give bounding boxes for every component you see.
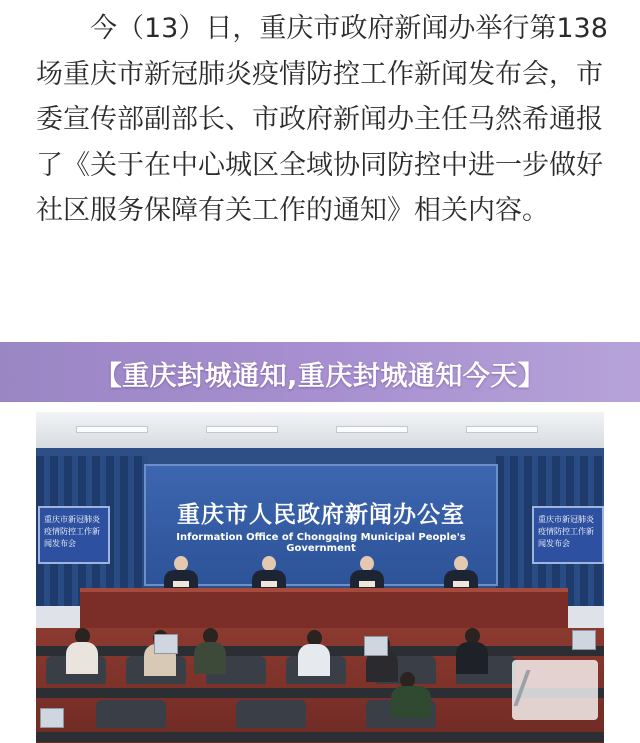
backdrop-title-cn: 重庆市人民政府新闻办公室 [177, 502, 465, 528]
laptop [154, 634, 178, 654]
laptop [40, 708, 64, 728]
audience-figure [194, 628, 226, 674]
ceiling [36, 412, 604, 448]
audience-figure [66, 628, 98, 674]
ceiling-light [466, 426, 538, 433]
audience-figure [391, 672, 431, 718]
right-screen: 重庆市新冠肺炎疫情防控工作新闻发布会 [532, 506, 604, 564]
ceiling-light [336, 426, 408, 433]
podium-table [80, 588, 568, 632]
name-plate [453, 581, 469, 587]
laptop [364, 636, 388, 656]
desk-row [36, 732, 604, 742]
watermark-icon [513, 670, 552, 706]
audience-figure [456, 628, 488, 674]
ceiling-light [206, 426, 278, 433]
banner-title: 【重庆封城通知,重庆封城通知今天】 [94, 361, 546, 392]
name-plate [359, 581, 375, 587]
title-banner [0, 342, 640, 402]
audience-figure [298, 630, 330, 676]
chair [236, 700, 306, 728]
backdrop-title-en: Information Office of Chongqing Municipal People's Government [176, 532, 466, 554]
watermark-logo [512, 660, 598, 720]
name-plate [173, 581, 189, 587]
laptop [572, 630, 596, 650]
name-plate [261, 581, 277, 587]
article-paragraph: 今（13）日，重庆市政府新闻办举行第138场重庆市新冠肺炎疫情防控工作新闻发布会，市委宣传部副部长、市政府新闻办主任马然希通报了《关于在中心城区全域协同防控中进一步做好社区服务保障有关工作的通知》相关内容。 [36, 13, 608, 226]
left-screen: 重庆市新冠肺炎疫情防控工作新闻发布会 [38, 506, 110, 564]
ceiling-light [76, 426, 148, 433]
chair [96, 700, 166, 728]
